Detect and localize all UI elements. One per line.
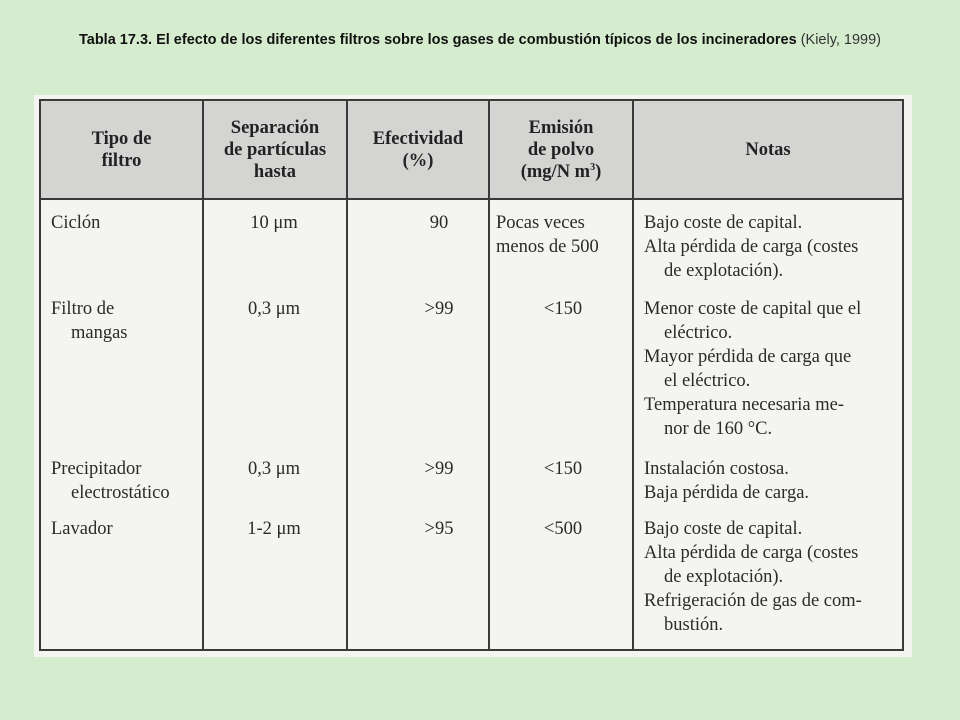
cell-emision: <150 — [543, 299, 583, 319]
cell-separacion: 1-2 μm — [247, 519, 301, 539]
cell-tipo-line: Filtro de — [51, 299, 115, 319]
cell-emision-line: Pocas veces — [496, 213, 585, 233]
header-emision-text: Emisión de polvo (mg/N m — [520, 117, 595, 182]
table-row-precipitador — [51, 457, 170, 505]
note-line: de explotación). — [664, 567, 784, 587]
cell-notas — [644, 297, 861, 441]
cell-efectividad: >99 — [424, 299, 454, 319]
table-caption — [0, 32, 960, 48]
cell-tipo-line: Precipitador — [51, 459, 142, 479]
caption-title: Tabla 17.3. El efecto de los diferentes filtros sobre los gases de combustión típicos de los incineradores — [78, 32, 797, 48]
note-line: Baja pérdida de carga. — [644, 483, 810, 503]
note-line: de explotación). — [664, 261, 784, 281]
table-row-lavador — [51, 517, 113, 541]
cell-efectividad: >99 — [424, 459, 454, 479]
header-separacion: Separación de partículas hasta — [223, 117, 327, 182]
cell-tipo-line: Lavador — [51, 519, 113, 539]
cell-notas — [644, 517, 862, 637]
table-row-ciclon — [51, 211, 100, 235]
cell-separacion: 0,3 μm — [247, 299, 301, 319]
header-notas: Notas — [745, 139, 791, 160]
cell-tipo-line: mangas — [71, 323, 128, 343]
cell-separacion: 0,3 μm — [247, 459, 301, 479]
cell-efectividad: 90 — [429, 213, 449, 233]
note-line: Alta pérdida de carga (costes — [644, 237, 859, 257]
header-emision-sup: 3 — [590, 161, 596, 173]
cell-emision-line: menos de 500 — [496, 237, 599, 257]
caption-source: (Kiely, 1999) — [800, 32, 882, 48]
note-line: eléctrico. — [664, 323, 733, 343]
note-line: Refrigeración de gas de com- — [644, 591, 862, 611]
cell-emision: <150 — [543, 459, 583, 479]
scanned-table-image — [34, 95, 912, 657]
cell-tipo: Ciclón — [51, 213, 101, 233]
note-line: Menor coste de capital que el — [644, 299, 862, 319]
cell-efectividad: >95 — [424, 519, 454, 539]
header-tipo: Tipo de filtro — [91, 128, 152, 171]
cell-emision — [496, 211, 636, 259]
header-emision — [490, 101, 632, 198]
note-line: Mayor pérdida de carga que — [644, 347, 852, 367]
note-line: Bajo coste de capital. — [644, 519, 803, 539]
header-emision-close: ) — [595, 161, 602, 182]
header-efectividad: Efectividad (%) — [372, 128, 464, 171]
note-line: Temperatura necesaria me- — [644, 395, 845, 415]
cell-separacion: 10 μm — [250, 213, 298, 233]
note-line: nor de 160 °C. — [664, 419, 773, 439]
cell-emision: <500 — [543, 519, 583, 539]
note-line: Instalación costosa. — [644, 459, 789, 479]
cell-notas — [644, 211, 858, 283]
note-line: Bajo coste de capital. — [644, 213, 803, 233]
cell-notas — [644, 457, 809, 505]
table-row-filtro-mangas — [51, 297, 128, 345]
note-line: bustión. — [664, 615, 724, 635]
note-line: el eléctrico. — [664, 371, 751, 391]
cell-tipo-line: electrostático — [71, 483, 170, 503]
note-line: Alta pérdida de carga (costes — [644, 543, 859, 563]
data-table — [39, 99, 904, 651]
